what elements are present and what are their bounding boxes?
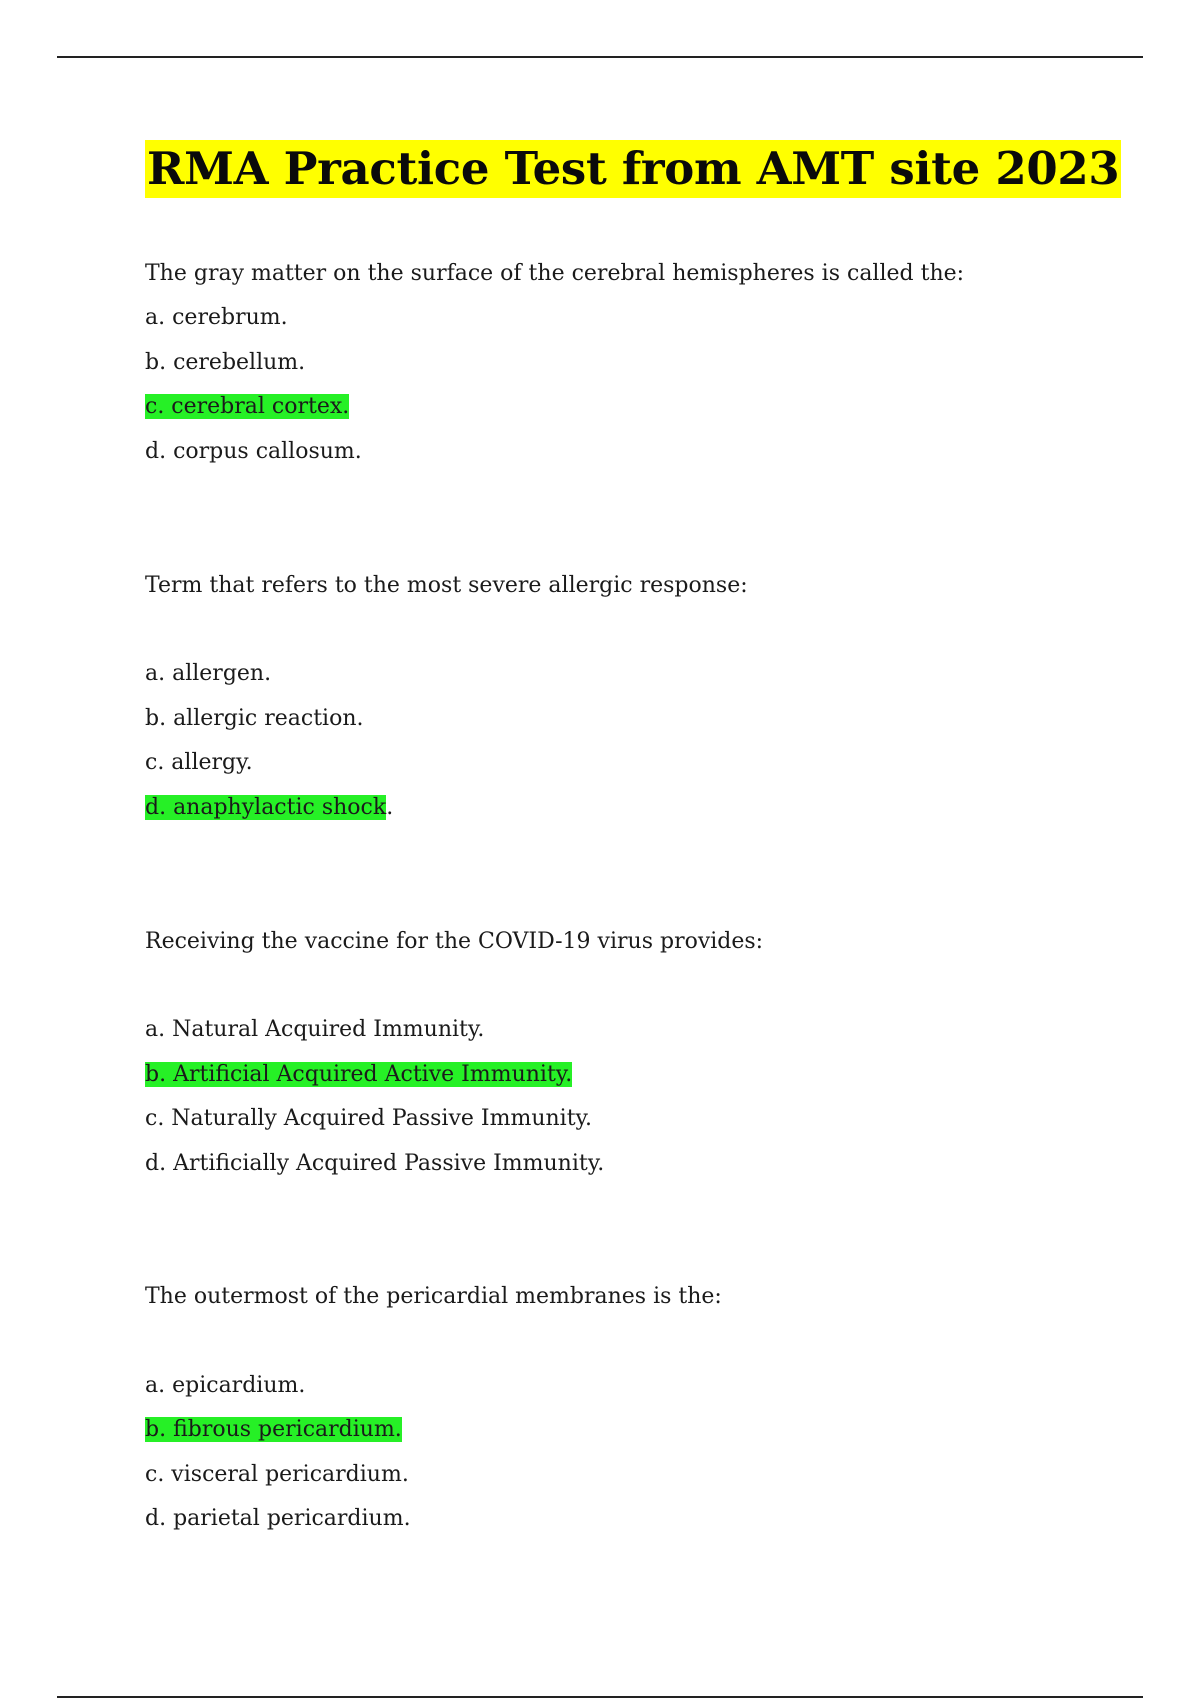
question-4-option-c [145,1460,409,1490]
option-text: b. cerebellum. [145,350,306,375]
option-text: c. visceral pericardium. [145,1462,409,1487]
option-text: d. corpus callosum. [145,439,362,464]
question-3-stem: Receiving the vaccine for the COVID-19 virus provides: [145,929,764,954]
option-text: a. allergen. [145,661,272,686]
question-3-option-c [145,1104,592,1134]
option-text: d. Artificially Acquired Passive Immunity. [145,1151,605,1176]
correct-answer-highlight: b. fibrous pericardium. [145,1417,402,1442]
question-1-option-b [145,348,305,378]
question-2-option-c [145,748,253,778]
option-text: a. epicardium. [145,1373,306,1398]
option-text: a. cerebrum. [145,305,288,330]
correct-answer-highlight: d. anaphylactic shock [145,795,387,820]
question-4-option-b [145,1415,402,1445]
question-2-stem: Term that refers to the most severe allergic response: [145,573,748,598]
option-text: a. Natural Acquired Immunity. [145,1017,485,1042]
page-title: RMA Practice Test from AMT site 2023 [145,140,1121,198]
question-1-option-c [145,392,349,422]
question-2-option-a [145,659,271,689]
title-block [145,140,1121,198]
option-text: c. Naturally Acquired Passive Immunity. [145,1106,593,1131]
option-text: d. parietal pericardium. [145,1506,411,1531]
bottom-rule [57,1696,1143,1698]
option-suffix: . [386,795,394,820]
option-text: b. allergic reaction. [145,706,364,731]
top-rule [57,56,1143,58]
question-4-option-d [145,1504,411,1534]
question-4-stem: The outermost of the pericardial membranes is the: [145,1284,722,1309]
question-2-option-d [145,793,393,823]
question-1-option-d [145,437,362,467]
correct-answer-highlight: c. cerebral cortex. [145,394,350,419]
question-2-option-b [145,704,364,734]
question-4-option-a [145,1371,305,1401]
question-3-option-a [145,1015,484,1045]
question-1-stem: The gray matter on the surface of the cerebral hemispheres is called the: [145,261,965,286]
question-3-option-d [145,1149,604,1179]
option-text: c. allergy. [145,750,253,775]
question-3-option-b [145,1060,572,1090]
question-1-option-a [145,303,288,333]
correct-answer-highlight: b. Artificial Acquired Active Immunity. [145,1062,573,1087]
